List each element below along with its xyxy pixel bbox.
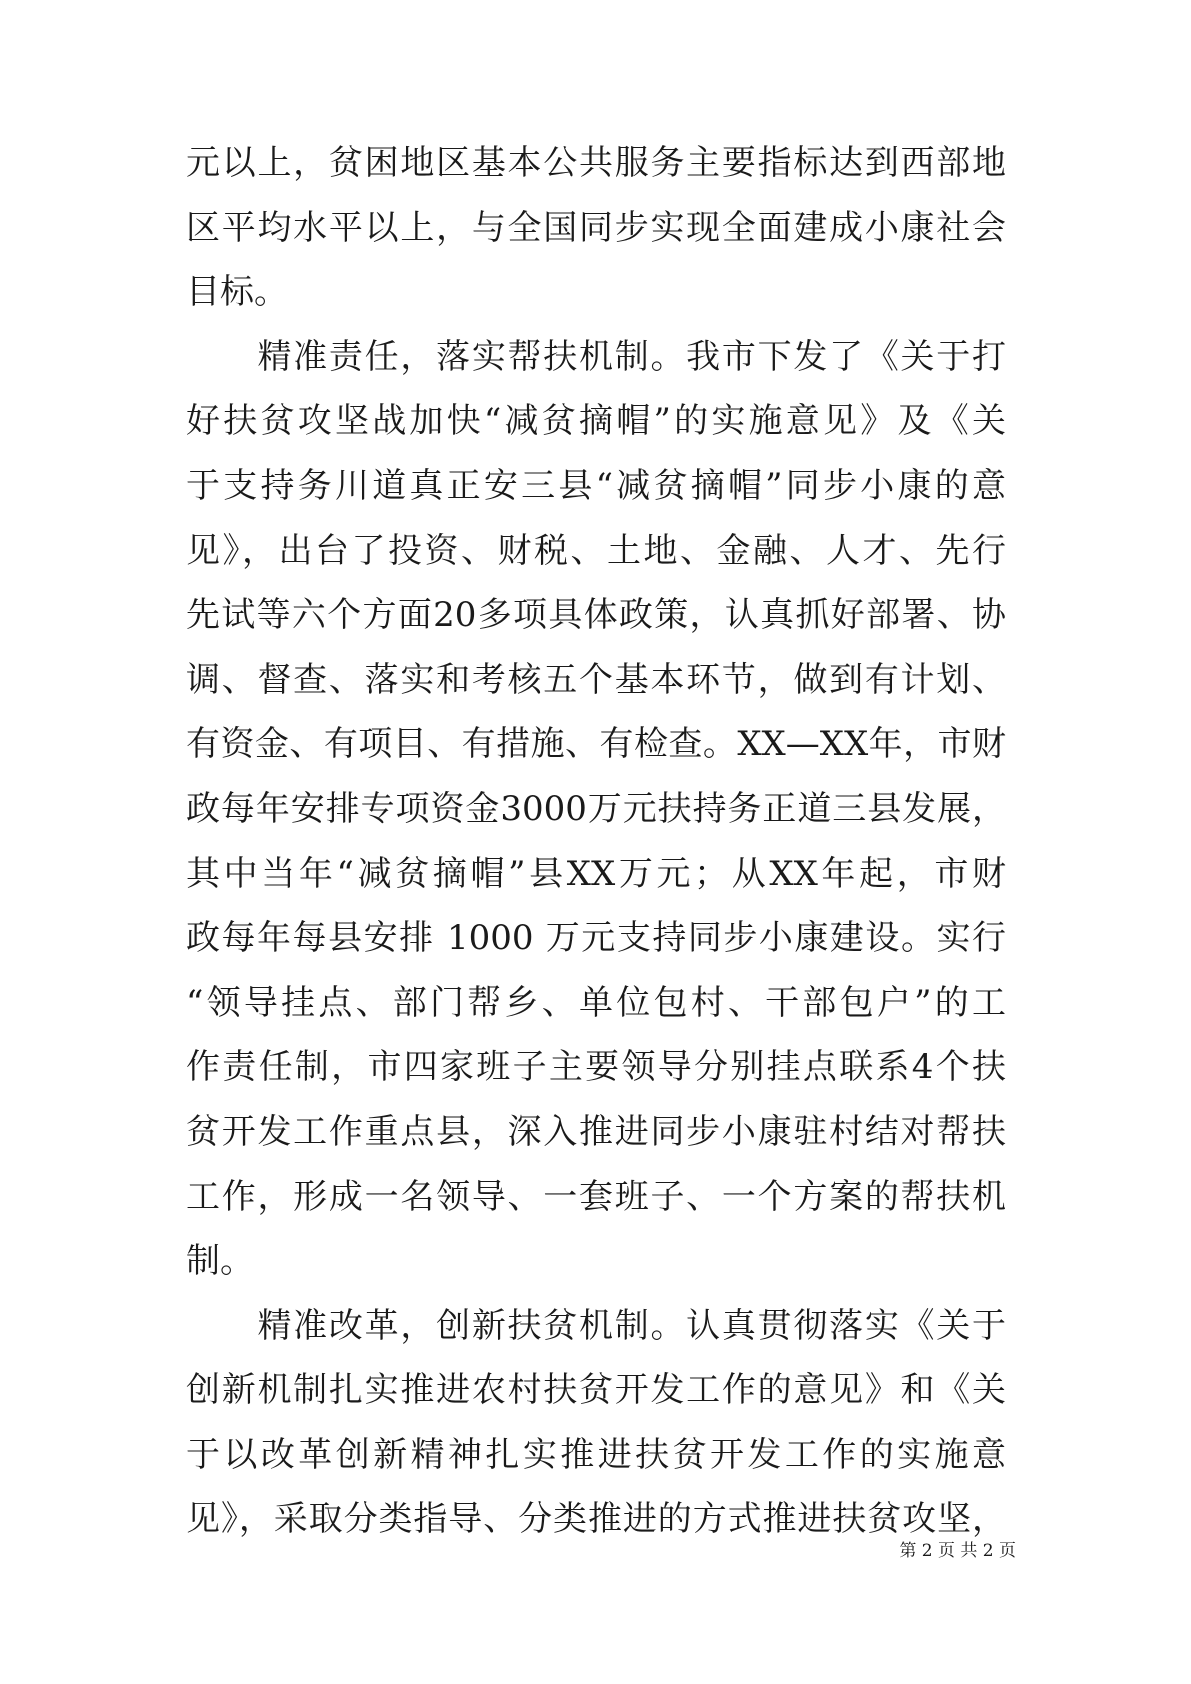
text-line: 有资金、有项目、有措施、有检查。XX—XX年，市财 <box>186 724 1006 765</box>
text-line: 政每年每县安排 1000 万元支持同步小康建设。实行 <box>186 918 1006 959</box>
text-line: 贫开发工作重点县，深入推进同步小康驻村结对帮扶 <box>186 1111 1006 1152</box>
text-line: 政每年安排专项资金3000万元扶持务正道三县发展， <box>186 788 1006 829</box>
page-number-footer: 第 2 页 共 2 页 <box>899 1541 1016 1561</box>
text-line: 于以改革创新精神扎实推进扶贫开发工作的实施意 <box>186 1434 1006 1475</box>
text-line: 好扶贫攻坚战加快“减贫摘帽”的实施意见》及《关 <box>186 401 1006 442</box>
text-line: 其中当年“减贫摘帽”县XX万元；从XX年起，市财 <box>186 853 1006 894</box>
text-line: 区平均水平以上，与全国同步实现全面建成小康社会 <box>186 207 1006 248</box>
text-line: 作责任制，市四家班子主要领导分别挂点联系4个扶 <box>186 1047 1006 1088</box>
text-line: 精准改革，创新扶贫机制。认真贯彻落实《关于 <box>186 1305 1006 1346</box>
text-line: 于支持务川道真正安三县“减贫摘帽”同步小康的意 <box>186 465 1006 506</box>
body-text <box>186 131 1006 1552</box>
text-line: 目标。 <box>186 272 288 313</box>
text-line: 制。 <box>186 1241 254 1282</box>
text-line: 先试等六个方面20多项具体政策，认真抓好部署、协 <box>186 595 1006 636</box>
text-line: 创新机制扎实推进农村扶贫开发工作的意见》和《关 <box>186 1370 1006 1411</box>
text-line: 工作，形成一名领导、一套班子、一个方案的帮扶机 <box>186 1176 1006 1217</box>
text-line: 调、督查、落实和考核五个基本环节，做到有计划、 <box>186 659 1006 700</box>
text-line: 元以上，贫困地区基本公共服务主要指标达到西部地 <box>186 143 1006 183</box>
text-line: 精准责任，落实帮扶机制。我市下发了《关于打 <box>186 336 1006 377</box>
text-line: 见》，出台了投资、财税、土地、金融、人才、先行 <box>186 530 1006 571</box>
text-line: “领导挂点、部门帮乡、单位包村、干部包户”的工 <box>186 982 1006 1023</box>
text-line: 见》，采取分类指导、分类推进的方式推进扶贫攻坚， <box>186 1499 1006 1540</box>
